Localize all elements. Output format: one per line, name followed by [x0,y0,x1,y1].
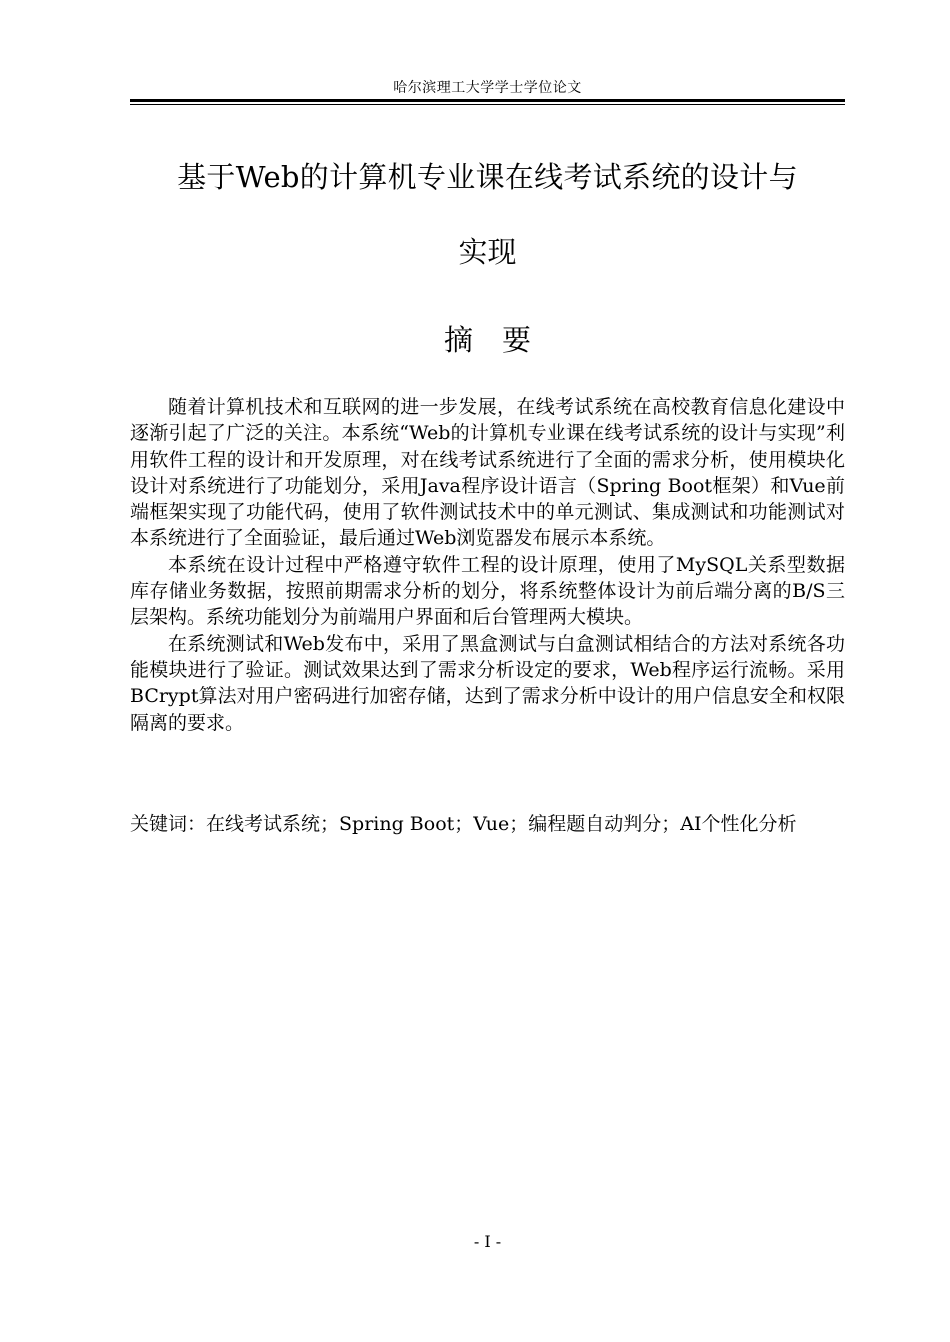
thesis-title-line1: 基于Web的计算机专业课在线考试系统的设计与 [177,160,798,194]
page-number: - I - [473,1232,502,1251]
header-rule-thin [130,104,845,105]
abstract-body [130,394,845,736]
thesis-title-line2: 实现 [458,235,517,269]
keywords-text: 在线考试系统；Spring Boot；Vue；编程题自动判分；AI个性化分析 [206,813,797,835]
keywords-label: 关键词： [130,813,207,835]
header-rule-thick [130,99,845,102]
keywords-block [130,811,845,837]
running-header: 哈尔滨理工大学学士学位论文 [393,80,582,96]
abstract-paragraph-1: 随着计算机技术和互联网的进一步发展，在线考试系统在高校教育信息化建设中逐渐引起了广泛的关注。本系统“Web的计算机专业课在线考试系统的设计与实现”利用软件工程的设计和开发原理，对在线考试系统进行了全面的需求分析，使用模块化设计对系统进行了功能划分，采用Java程序设计语言（Spring Boot框架）和Vue前端框架实现了功能代码，使用了软件测试技术中的单元测试、集成测试和功能测试对本系统进行了全面验证，最后通过Web浏览器发布展示本系统。 [130,396,845,550]
abstract-paragraph-3: 在系统测试和Web发布中，采用了黑盒测试与白盒测试相结合的方法对系统各功能模块进行了验证。测试效果达到了需求分析设定的要求，Web程序运行流畅。采用BCrypt算法对用户密码进行加密存储，达到了需求分析中设计的用户信息安全和权限隔离的要求。 [130,632,845,734]
abstract-paragraph-2: 本系统在设计过程中严格遵守软件工程的设计原理，使用了MySQL关系型数据库存储业务数据，按照前期需求分析的划分，将系统整体设计为前后端分离的B/S三层架构。系统功能划分为前端用户界面和后台管理两大模块。 [130,553,845,629]
abstract-heading: 摘 要 [443,323,531,357]
